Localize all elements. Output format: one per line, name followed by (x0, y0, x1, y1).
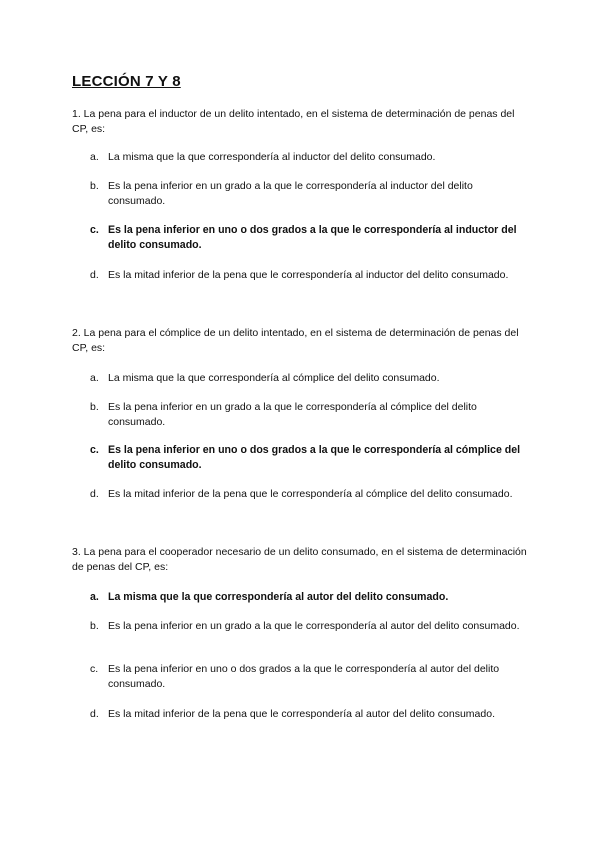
option-text: Es la pena inferior en uno o dos grados a la que le correspondería al autor del delito consumado. (108, 663, 500, 690)
option-text: La misma que la que correspondería al autor del delito consumado. (108, 591, 449, 603)
question-2-option-d (90, 487, 530, 502)
option-text: Es la pena inferior en un grado a la que le correspondería al autor del delito consumado. (108, 620, 520, 632)
question-1-option-d (90, 268, 530, 283)
question-3-option-c (90, 662, 530, 692)
option-letter: c. (90, 224, 99, 236)
question-2-option-a (90, 371, 530, 386)
option-letter: d. (90, 488, 99, 500)
question-2-option-c-correct (90, 443, 530, 473)
option-text: Es la mitad inferior de la pena que le correspondería al cómplice del delito consumado. (108, 488, 513, 500)
option-letter: a. (90, 591, 99, 603)
option-letter: a. (90, 151, 99, 163)
question-3-option-a-correct (90, 590, 530, 605)
option-text: La misma que la que correspondería al cómplice del delito consumado. (108, 372, 440, 384)
question-1-option-a (90, 150, 530, 165)
question-2-prompt: 2. La pena para el cómplice de un delito intentado, en el sistema de determinación de penas del CP, es: (72, 327, 519, 354)
option-text: Es la pena inferior en uno o dos grados a la que le correspondería al inductor del delito consumado. (108, 224, 517, 251)
question-1-option-b (90, 179, 530, 209)
option-letter: a. (90, 372, 99, 384)
question-3-prompt: 3. La pena para el cooperador necesario de un delito consumado, en el sistema de determinación de penas del CP, es: (72, 546, 527, 573)
option-letter: b. (90, 620, 99, 632)
option-text: Es la pena inferior en un grado a la que le correspondería al inductor del delito consumado. (108, 180, 473, 207)
question-2-option-b (90, 400, 530, 430)
question-3-option-d (90, 707, 530, 722)
option-letter: b. (90, 180, 99, 192)
option-letter: d. (90, 269, 99, 281)
question-1-prompt: 1. La pena para el inductor de un delito intentado, en el sistema de determinación de penas del CP, es: (72, 108, 515, 135)
option-text: La misma que la que correspondería al inductor del delito consumado. (108, 151, 436, 163)
question-1-option-c-correct (90, 223, 530, 253)
option-text: Es la pena inferior en un grado a la que le correspondería al cómplice del delito consumado. (108, 401, 477, 428)
option-text: Es la mitad inferior de la pena que le correspondería al autor del delito consumado. (108, 708, 495, 720)
option-letter: d. (90, 708, 99, 720)
page-title: LECCIÓN 7 Y 8 (72, 73, 181, 90)
question-3-option-b (90, 619, 530, 634)
option-letter: c. (90, 444, 99, 456)
option-letter: c. (90, 663, 99, 675)
option-letter: b. (90, 401, 99, 413)
option-text: Es la mitad inferior de la pena que le correspondería al inductor del delito consumado. (108, 269, 509, 281)
option-text: Es la pena inferior en uno o dos grados a la que le correspondería al cómplice del delito consumado. (108, 444, 521, 471)
